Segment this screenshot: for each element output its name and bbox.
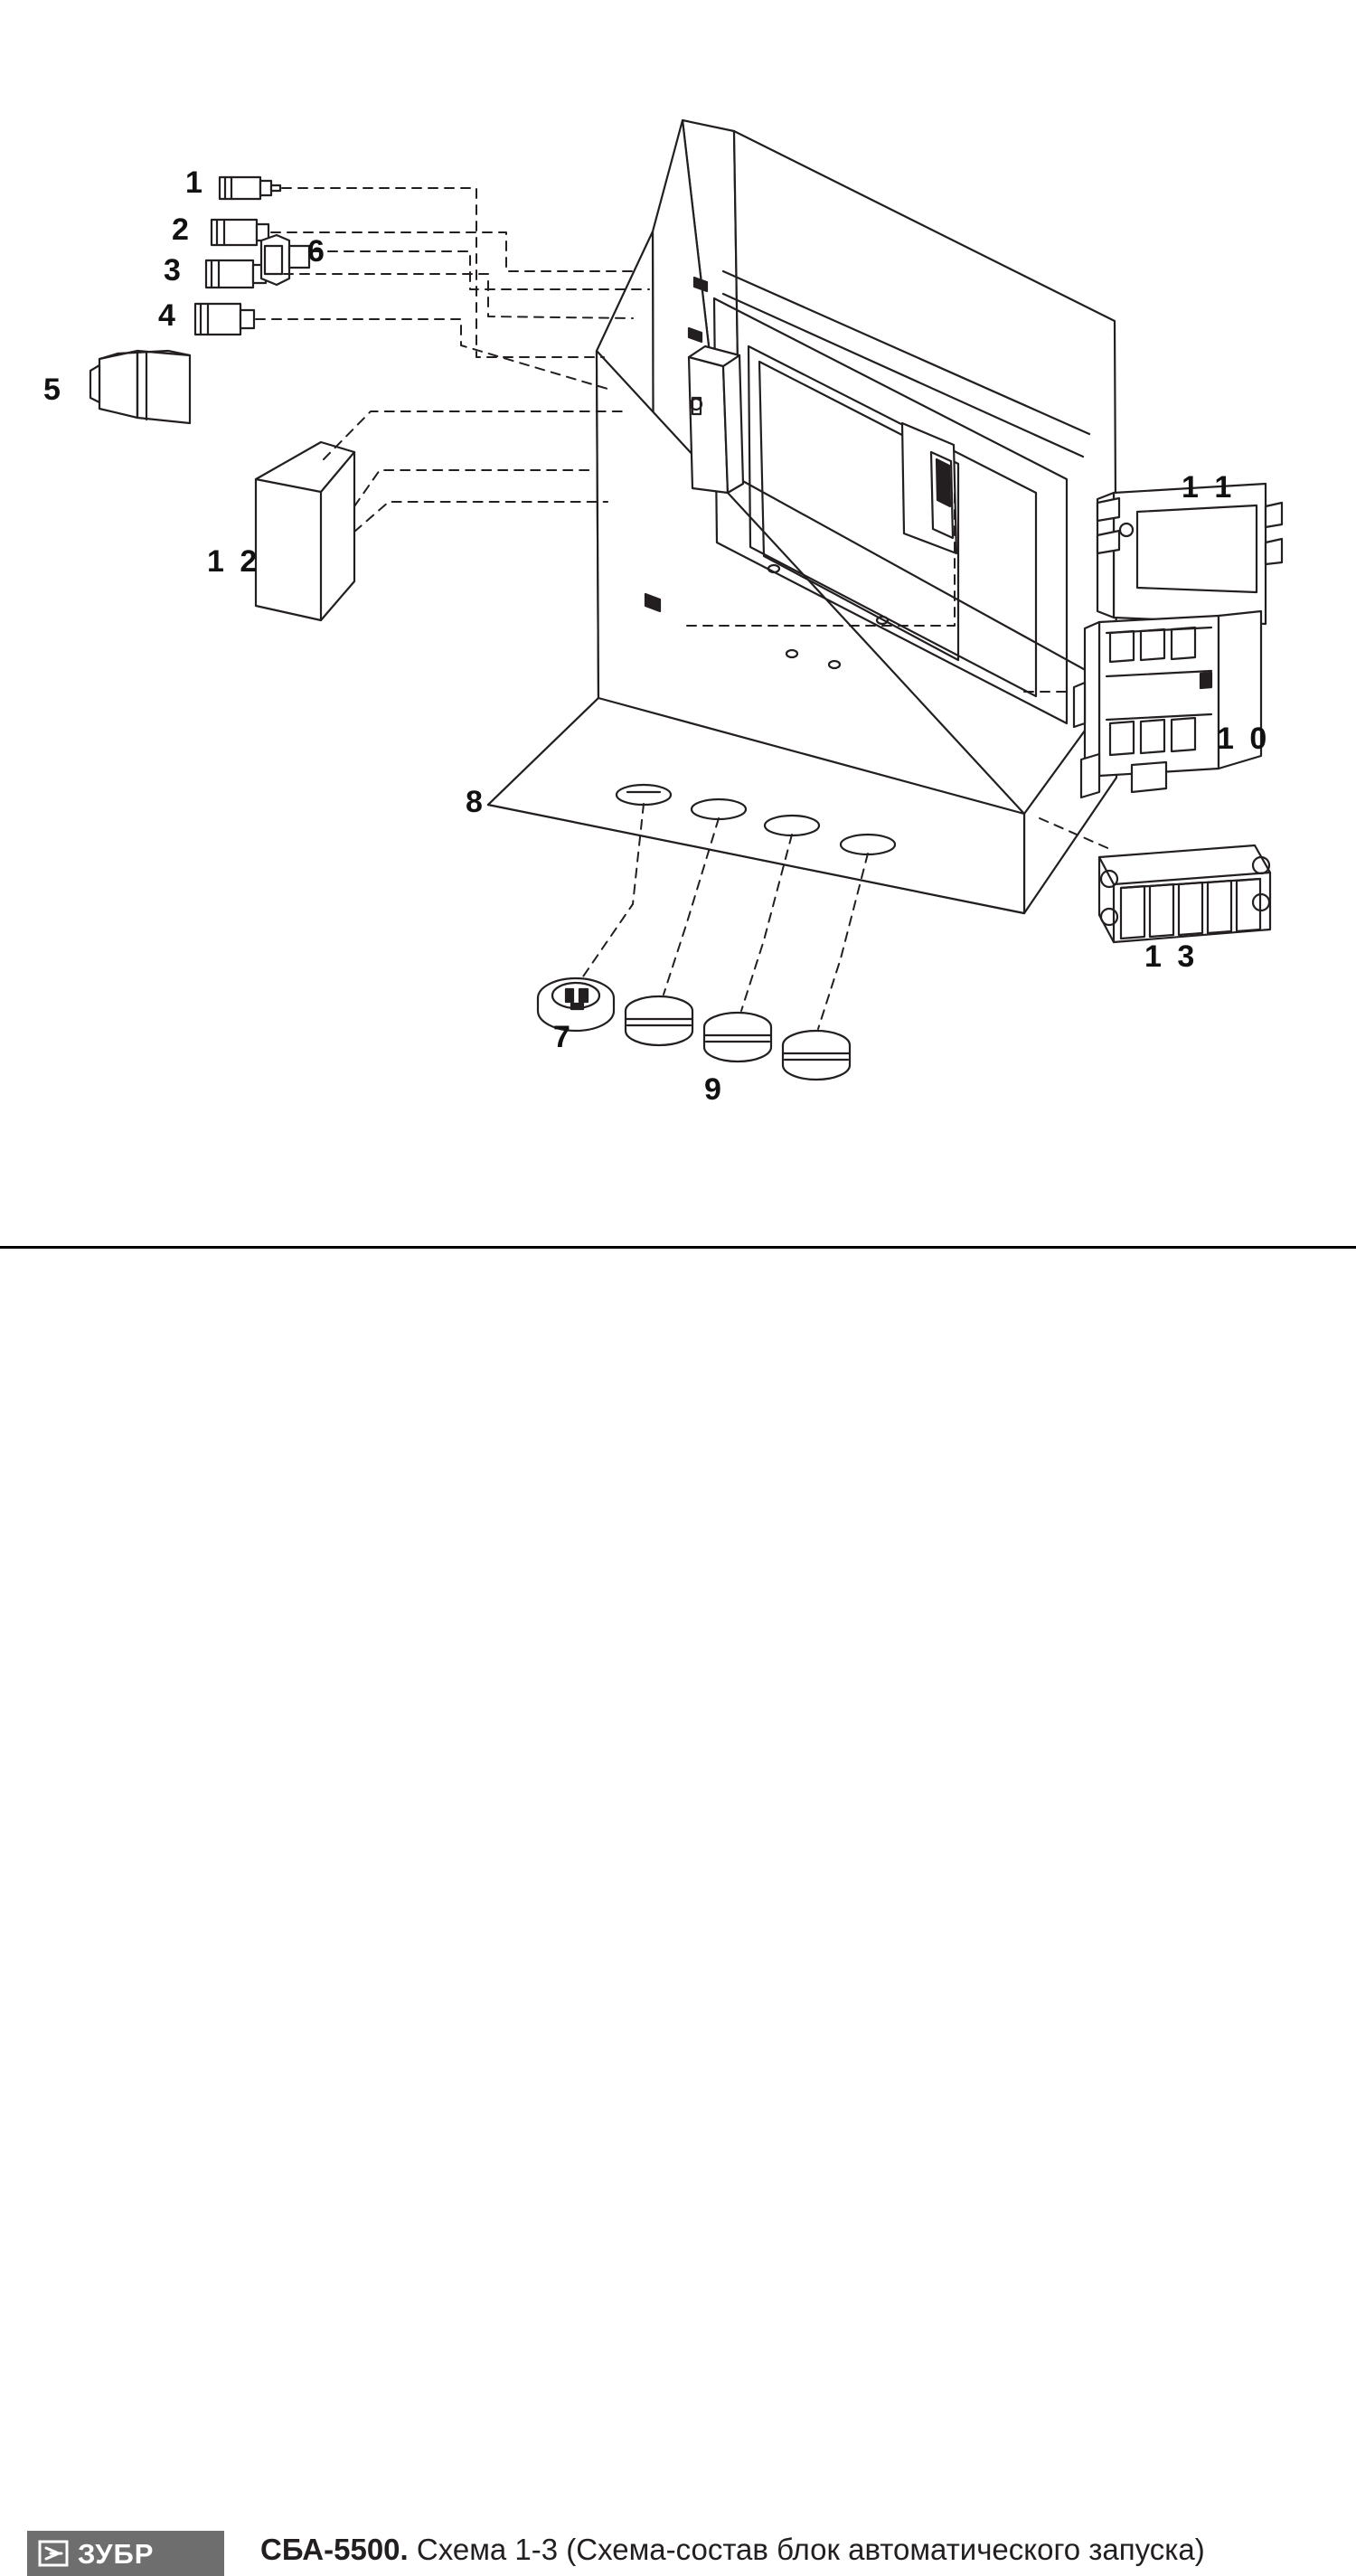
part-7-round-socket bbox=[538, 978, 614, 1031]
callout-8: 8 bbox=[466, 785, 486, 819]
brand-badge bbox=[27, 2531, 224, 2576]
callout-6: 6 bbox=[307, 234, 328, 269]
callout-11: 1 1 bbox=[1182, 470, 1236, 505]
model-label: СБА-5500. bbox=[260, 2533, 409, 2566]
brand-name: ЗУБР bbox=[78, 2537, 155, 2570]
part-9-blank-plugs bbox=[626, 996, 850, 1080]
part-1-fuse-holder bbox=[220, 177, 280, 199]
callout-9: 9 bbox=[704, 1072, 725, 1107]
part-6-connector-block bbox=[261, 235, 309, 285]
part-2-fuse-holder bbox=[212, 220, 268, 245]
part-4-fuse-holder bbox=[195, 304, 254, 335]
part-10-contactor bbox=[1074, 611, 1261, 797]
footer bbox=[0, 1249, 1356, 2570]
callout-3: 3 bbox=[164, 253, 184, 288]
callout-4: 4 bbox=[158, 298, 179, 333]
part-5-cylindrical-connector bbox=[90, 351, 190, 423]
enclosure-body bbox=[488, 120, 1116, 913]
callout-1: 1 bbox=[185, 165, 206, 200]
arrow-in-square-icon bbox=[38, 2540, 69, 2567]
caption-text: Схема 1-3 (Схема-состав блок автоматического запуска) bbox=[416, 2533, 1205, 2566]
callout-5: 5 bbox=[43, 373, 64, 407]
callout-7: 7 bbox=[553, 1020, 574, 1054]
part-13-terminal-block bbox=[1099, 845, 1270, 942]
part-12-rectangular-block bbox=[256, 442, 354, 620]
caption bbox=[260, 2533, 1205, 2567]
callout-12: 1 2 bbox=[207, 544, 261, 579]
part-3-fuse-holder bbox=[206, 260, 266, 288]
callout-10: 1 0 bbox=[1217, 722, 1271, 756]
callout-13: 1 3 bbox=[1144, 939, 1199, 974]
callout-2: 2 bbox=[172, 212, 193, 247]
